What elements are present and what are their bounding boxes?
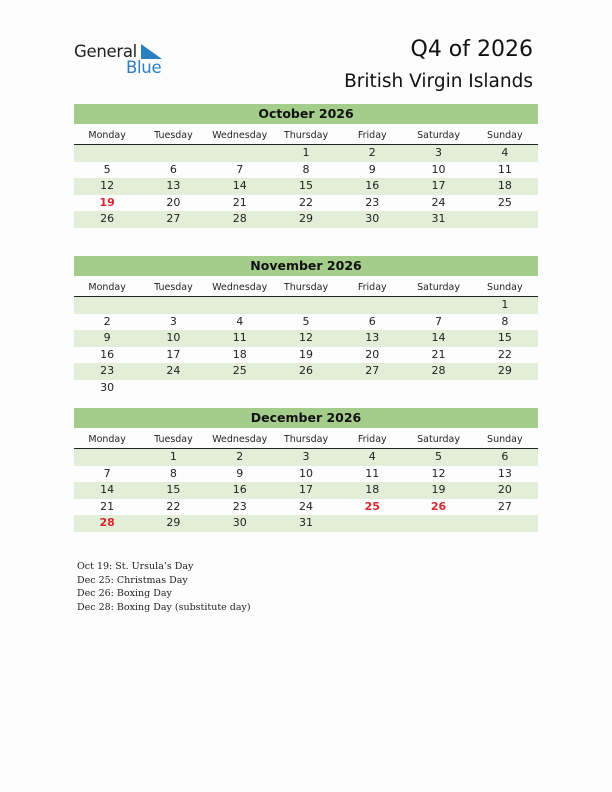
holiday-note: Dec 26: Boxing Day — [77, 588, 172, 599]
weekday-label: Thursday — [283, 434, 329, 445]
day-cell — [207, 145, 273, 162]
day-cell: 6 — [501, 450, 509, 463]
holiday-day-cell: 25 — [364, 499, 380, 513]
week-row — [74, 162, 538, 179]
day-cell — [140, 380, 206, 397]
day-cell — [472, 380, 538, 397]
weekday-header-row — [74, 127, 538, 145]
day-cell: 19 — [431, 483, 446, 496]
day-cell: 10 — [166, 331, 181, 344]
day-cell: 4 — [368, 450, 376, 463]
day-cell — [207, 297, 273, 314]
holiday-notes — [77, 560, 251, 614]
day-cell: 30 — [365, 212, 380, 225]
week-row — [74, 515, 538, 532]
day-cell: 13 — [365, 331, 380, 344]
day-cell: 22 — [166, 499, 181, 513]
day-cell: 5 — [435, 450, 443, 463]
weekday-label: Wednesday — [212, 130, 268, 141]
day-cell: 8 — [302, 162, 310, 176]
month-calendar-october — [74, 104, 538, 228]
weekday-label: Sunday — [487, 434, 523, 445]
week-row — [74, 363, 538, 380]
weekday-label: Friday — [357, 130, 387, 141]
week-row — [74, 466, 538, 483]
day-cell: 17 — [298, 483, 313, 496]
day-cell: 12 — [431, 466, 446, 480]
day-cell: 10 — [431, 162, 446, 176]
day-cell: 9 — [236, 466, 244, 480]
weekday-label: Saturday — [417, 434, 460, 445]
weekday-label: Wednesday — [212, 434, 268, 445]
day-cell: 16 — [100, 347, 115, 361]
day-cell: 5 — [302, 314, 310, 328]
weekday-label: Thursday — [283, 130, 329, 141]
day-cell: 14 — [232, 179, 247, 192]
day-cell: 31 — [298, 516, 313, 529]
day-cell: 15 — [298, 179, 313, 192]
weekday-label: Sunday — [487, 282, 523, 293]
day-cell: 27 — [166, 212, 181, 225]
day-cell: 24 — [298, 499, 313, 513]
day-cell: 12 — [100, 179, 115, 192]
day-cell: 29 — [497, 364, 512, 377]
day-cell: 18 — [232, 347, 247, 361]
day-cell — [273, 297, 339, 314]
day-cell: 20 — [365, 347, 380, 361]
day-cell: 31 — [431, 212, 446, 225]
week-row — [74, 211, 538, 228]
month-calendar-november — [74, 256, 538, 396]
day-cell: 16 — [365, 179, 380, 192]
day-cell: 21 — [232, 195, 247, 209]
weekday-label: Tuesday — [154, 282, 193, 293]
day-cell: 1 — [302, 146, 310, 159]
day-cell — [339, 380, 405, 397]
day-cell: 10 — [298, 466, 313, 480]
weekday-label: Sunday — [487, 130, 523, 141]
weekday-label: Monday — [88, 130, 126, 141]
day-cell — [140, 145, 206, 162]
day-cell: 17 — [431, 179, 446, 192]
holiday-day-cell: 28 — [99, 516, 115, 529]
day-cell: 8 — [501, 314, 509, 328]
day-cell: 21 — [431, 347, 446, 361]
day-cell: 11 — [497, 162, 512, 176]
week-row — [74, 449, 538, 466]
day-cell: 26 — [100, 212, 115, 225]
month-title: November 2026 — [74, 256, 538, 276]
day-cell: 19 — [298, 347, 313, 361]
day-cell: 24 — [431, 195, 446, 209]
holiday-note: Oct 19: St. Ursula’s Day — [77, 561, 194, 572]
day-cell: 1 — [501, 298, 509, 311]
holiday-day-cell: 26 — [430, 499, 447, 513]
weekday-label: Tuesday — [154, 130, 193, 141]
month-calendar-december — [74, 408, 538, 532]
week-row — [74, 178, 538, 195]
generalblue-logo — [74, 42, 174, 78]
day-cell: 22 — [497, 347, 512, 361]
day-cell: 15 — [166, 483, 181, 496]
day-cell — [472, 211, 538, 228]
day-cell — [339, 297, 405, 314]
holiday-day-cell: 19 — [99, 195, 115, 209]
week-row — [74, 380, 538, 397]
day-cell: 12 — [298, 331, 313, 344]
day-cell: 23 — [365, 195, 380, 209]
day-cell: 3 — [169, 314, 177, 328]
day-cell: 18 — [497, 179, 512, 192]
day-cell — [339, 515, 405, 532]
week-row — [74, 330, 538, 347]
day-cell: 17 — [166, 347, 181, 361]
day-cell: 24 — [166, 364, 181, 377]
day-cell — [74, 145, 140, 162]
day-cell: 9 — [368, 162, 376, 176]
day-cell: 11 — [365, 466, 380, 480]
week-row — [74, 297, 538, 314]
week-row — [74, 347, 538, 364]
day-cell: 13 — [497, 466, 512, 480]
day-cell: 6 — [368, 314, 376, 328]
day-cell: 15 — [497, 331, 512, 344]
day-cell: 30 — [232, 516, 247, 529]
day-cell: 13 — [166, 179, 181, 192]
weekday-label: Wednesday — [212, 282, 268, 293]
month-title: December 2026 — [74, 408, 538, 428]
day-cell — [405, 297, 471, 314]
day-cell: 28 — [232, 212, 247, 225]
day-cell: 30 — [100, 380, 115, 394]
day-cell: 21 — [100, 499, 115, 513]
weekday-label: Friday — [357, 282, 387, 293]
month-title: October 2026 — [74, 104, 538, 124]
day-cell: 27 — [497, 499, 512, 513]
day-cell: 29 — [166, 516, 181, 529]
day-cell — [74, 297, 140, 314]
day-cell: 2 — [103, 314, 111, 328]
day-cell: 11 — [232, 331, 247, 344]
day-cell: 18 — [365, 483, 380, 496]
week-row — [74, 482, 538, 499]
day-cell: 9 — [103, 331, 111, 344]
day-cell: 8 — [169, 466, 177, 480]
day-cell: 14 — [431, 331, 446, 344]
page-subtitle: British Virgin Islands — [344, 71, 533, 92]
weekday-label: Tuesday — [154, 434, 193, 445]
day-cell: 3 — [302, 450, 310, 463]
day-cell: 23 — [100, 364, 115, 377]
weekday-label: Saturday — [417, 282, 460, 293]
week-row — [74, 499, 538, 516]
day-cell: 16 — [232, 483, 247, 496]
day-cell — [472, 515, 538, 532]
weekday-label: Monday — [88, 282, 126, 293]
holiday-note: Dec 28: Boxing Day (substitute day) — [77, 601, 251, 613]
day-cell: 7 — [435, 314, 443, 328]
day-cell — [74, 449, 140, 466]
day-cell: 5 — [103, 162, 111, 176]
week-row — [74, 314, 538, 331]
day-cell: 2 — [368, 146, 376, 159]
day-cell: 26 — [298, 364, 313, 377]
day-cell: 14 — [100, 483, 115, 496]
day-cell: 29 — [298, 212, 313, 225]
weekday-label: Thursday — [283, 282, 329, 293]
page-title: Q4 of 2026 — [410, 37, 533, 62]
day-cell — [207, 380, 273, 397]
day-cell: 27 — [365, 364, 380, 377]
day-cell: 2 — [236, 450, 244, 463]
weekday-label: Saturday — [417, 130, 460, 141]
day-cell: 1 — [169, 450, 177, 463]
day-cell: 22 — [298, 195, 313, 209]
day-cell: 25 — [497, 195, 512, 209]
day-cell: 25 — [232, 364, 247, 377]
holiday-note: Dec 25: Christmas Day — [77, 574, 188, 586]
day-cell: 23 — [232, 499, 247, 513]
weekday-header-row — [74, 279, 538, 297]
day-cell: 4 — [501, 146, 509, 159]
week-row — [74, 145, 538, 162]
day-cell: 28 — [431, 364, 446, 377]
logo-word-blue: Blue — [126, 58, 162, 77]
day-cell — [405, 380, 471, 397]
day-cell — [140, 297, 206, 314]
weekday-label: Monday — [88, 434, 126, 445]
week-row — [74, 195, 538, 212]
day-cell — [405, 515, 471, 532]
logo-word-general: General — [74, 42, 137, 61]
day-cell: 20 — [497, 483, 512, 496]
day-cell: 6 — [169, 162, 177, 176]
weekday-label: Friday — [357, 434, 387, 445]
day-cell: 7 — [236, 162, 244, 176]
day-cell: 20 — [166, 195, 181, 209]
day-cell: 4 — [236, 314, 244, 328]
day-cell — [273, 380, 339, 397]
day-cell: 3 — [435, 146, 443, 159]
weekday-header-row — [74, 431, 538, 449]
day-cell: 7 — [103, 466, 111, 480]
